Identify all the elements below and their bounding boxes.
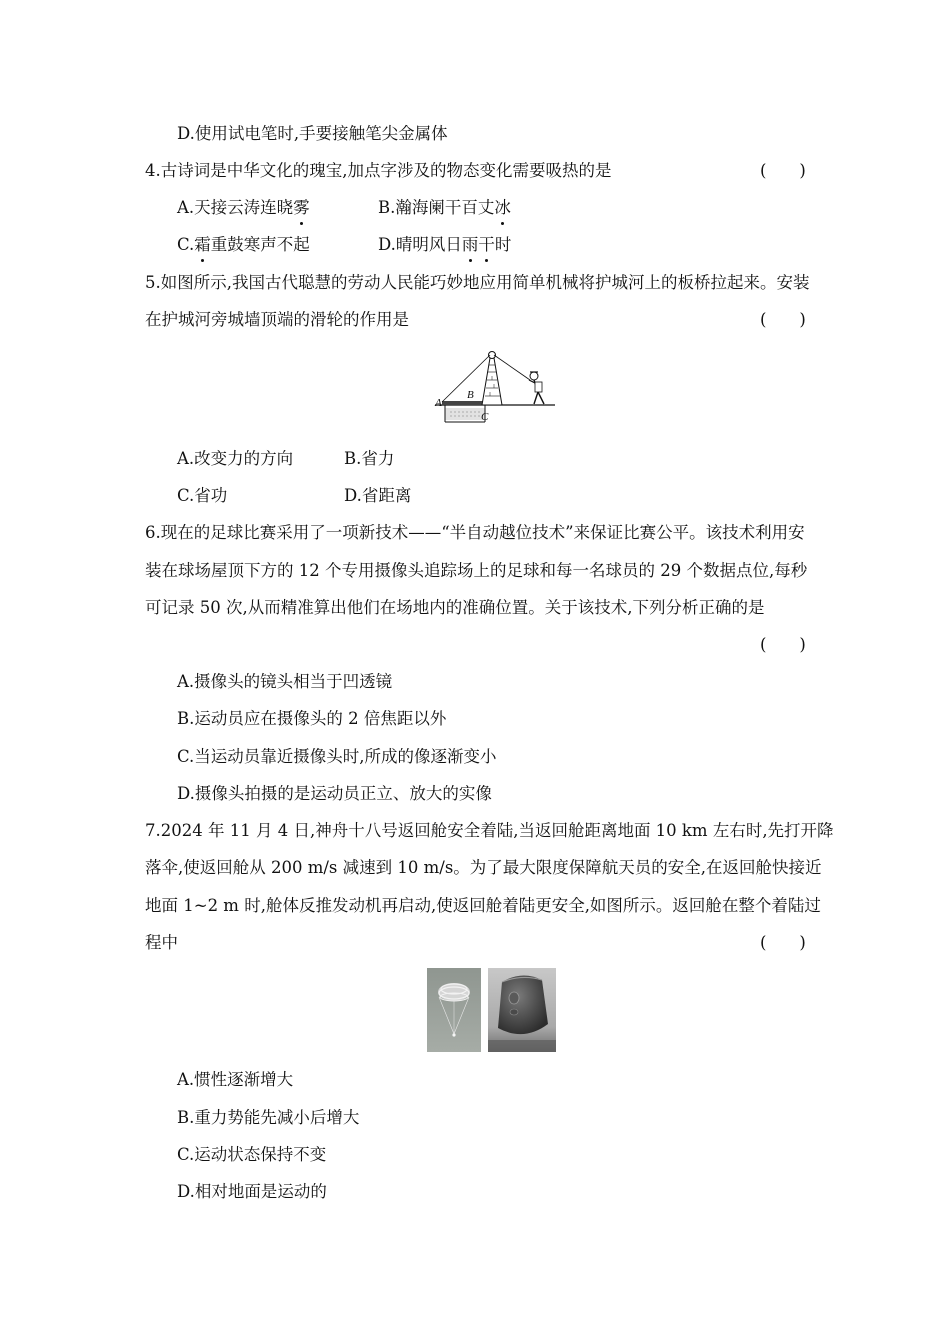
parachute-descent-photo [427, 968, 481, 1052]
q4-option-a: A.天接云涛连晓雾 [177, 198, 310, 217]
q4-option-c: C.霜重鼓寒声不起 [177, 235, 310, 254]
return-capsule-landing-photo [488, 968, 556, 1052]
q4-option-a-dotted-char: 雾 [293, 198, 310, 217]
q4-stem: 4.古诗词是中华文化的瑰宝,加点字涉及的物态变化需要吸热的是 [145, 161, 612, 180]
q7-stem-line-3: 地面 1~2 m 时,舱体反推发动机再启动,使返回舱着陆更安全,如图所示。返回舱在整个着陆过 [145, 896, 821, 915]
figure-label-c: C [481, 411, 489, 423]
q6-option-b: B.运动员应在摄像头的 2 倍焦距以外 [177, 709, 447, 728]
q7-option-d: D.相对地面是运动的 [177, 1182, 327, 1201]
q7-stem-line-4: 程中 [145, 933, 178, 952]
drawbridge-pulley-figure [430, 348, 560, 426]
bridge-plank [442, 401, 487, 405]
q3-option-d: D.使用试电笔时,手要接触笔尖金属体 [177, 124, 448, 143]
q4-option-b-dotted-char: 冰 [494, 198, 511, 217]
q7-stem-line-1: 7.2024 年 11 月 4 日,神舟十八号返回舱安全着陆,当返回舱距离地面 10 km 左右时,先打开降 [145, 821, 834, 840]
figure-label-a: A [435, 397, 442, 409]
q7-answer-paren: ( ) [760, 933, 806, 952]
q5-answer-paren: ( ) [760, 310, 806, 329]
q4-option-b: B.瀚海阑干百丈冰 [378, 198, 511, 217]
person-pulling-rope-icon [529, 372, 544, 404]
q5-stem-line-2: 在护城河旁城墙顶端的滑轮的作用是 [145, 310, 409, 329]
q6-stem-line-2: 装在球场屋顶下方的 12 个专用摄像头追踪场上的足球和每一名球员的 29 个数据点位,每秒 [145, 561, 808, 580]
q6-option-d: D.摄像头拍摄的是运动员正立、放大的实像 [177, 784, 492, 803]
q6-answer-paren: ( ) [760, 635, 806, 654]
q4-option-d: D.晴明风日雨干时 [378, 235, 512, 254]
q7-option-b: B.重力势能先减小后增大 [177, 1108, 360, 1127]
q6-option-c: C.当运动员靠近摄像头时,所成的像逐渐变小 [177, 747, 497, 766]
q6-stem-line-3: 可记录 50 次,从而精准算出他们在场地内的准确位置。关于该技术,下列分析正确的是 [145, 598, 765, 617]
q5-option-c: C.省功 [177, 486, 228, 505]
q5-option-d: D.省距离 [344, 486, 412, 505]
q7-option-c: C.运动状态保持不变 [177, 1145, 327, 1164]
moat-water [445, 408, 485, 420]
q4-answer-paren: ( ) [760, 161, 806, 180]
q4-option-d-dotted-char-1: 雨 [461, 235, 479, 254]
q7-option-a: A.惯性逐渐增大 [177, 1070, 294, 1089]
q4-option-d-dotted-char-2: 干 [478, 235, 495, 254]
q5-stem-line-1: 5.如图所示,我国古代聪慧的劳动人民能巧妙地应用简单机械将护城河上的板桥拉起来。安装 [145, 273, 810, 292]
q5-option-b: B.省力 [344, 449, 395, 468]
figure-label-b: B [467, 389, 474, 401]
q6-option-a: A.摄像头的镜头相当于凹透镜 [177, 672, 393, 691]
q5-option-a: A.改变力的方向 [177, 449, 294, 468]
q6-stem-line-1: 6.现在的足球比赛采用了一项新技术——“半自动越位技术”来保证比赛公平。该技术利用安 [145, 523, 805, 542]
q7-stem-line-2: 落伞,使返回舱从 200 m/s 减速到 10 m/s。为了最大限度保障航天员的安全,在返回舱快接近 [145, 858, 822, 877]
q4-option-c-dotted-char: 霜 [194, 235, 211, 254]
